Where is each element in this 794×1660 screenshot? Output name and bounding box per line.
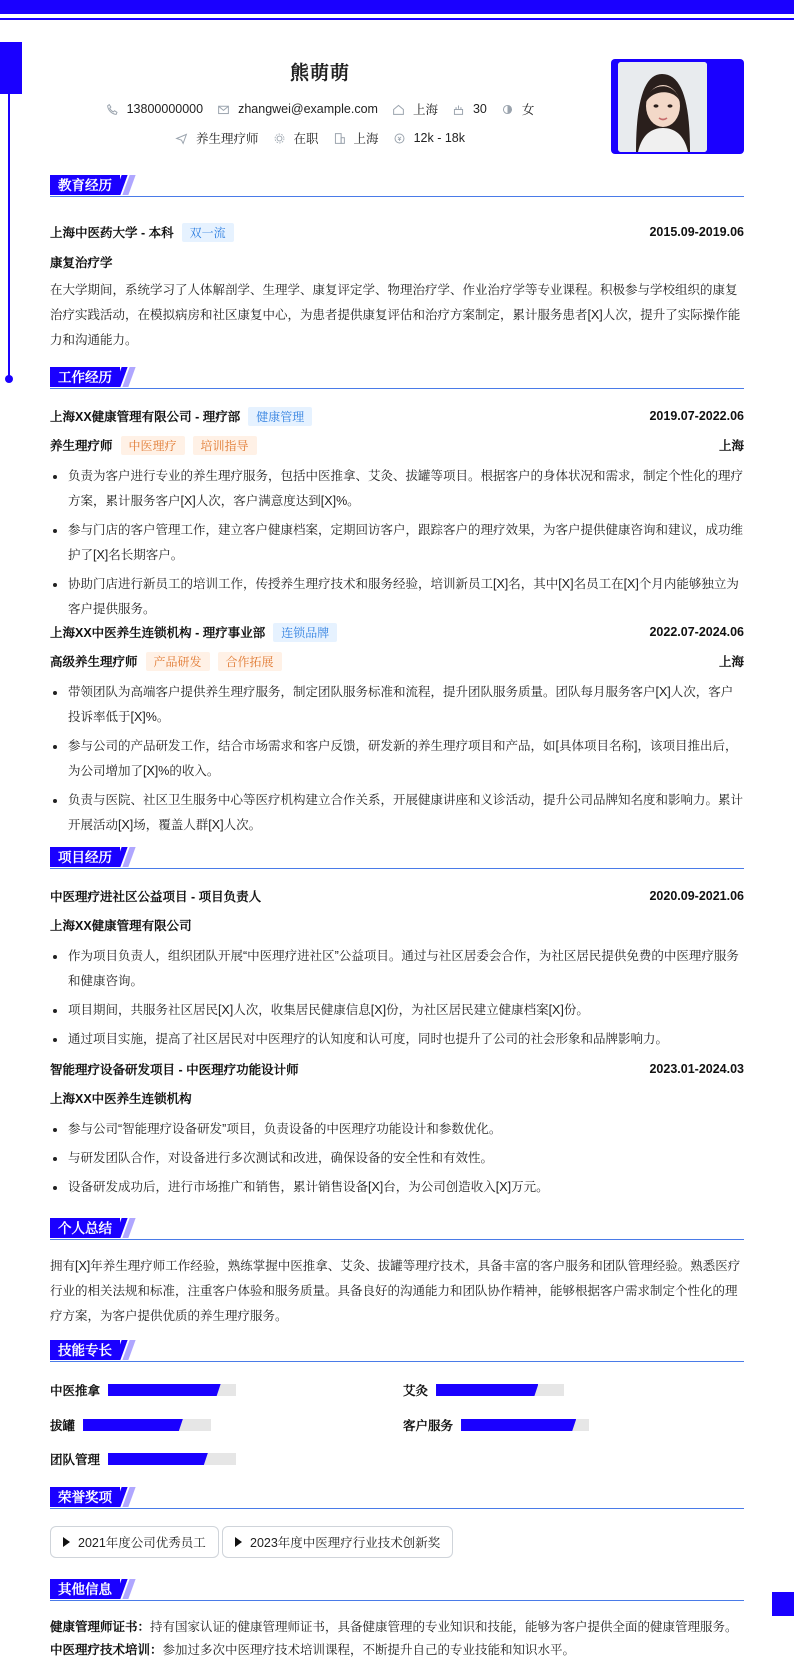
age-item [452,102,487,116]
resume-header [50,58,590,157]
skill-item [403,1415,589,1435]
section-rule [50,868,744,869]
section-other [50,1579,744,1601]
city-text: 上海 [412,103,438,117]
position-title: 高级养生理疗师 [50,655,138,669]
skill-tag: 产品研发 [146,652,210,671]
list-item: 参与门店的客户管理工作，建立客户健康档案，定期回访客户，跟踪客户的理疗效果，为客户提供健康咨询和建议，成功维护了[X]名长期客户。 [50,518,744,568]
job-title-item [175,129,259,147]
building-icon [333,132,346,145]
work-city-text: 上海 [353,132,379,146]
skill-name: 中医推拿 [50,1384,101,1398]
left-accent-dot [5,375,13,383]
money-icon [393,132,406,145]
project-org: 上海XX健康管理有限公司 [50,919,192,933]
section-title: 其他信息 [50,1579,120,1599]
project-title: 智能理疗设备研发项目 - 中医理疗功能设计师 [50,1063,299,1077]
list-item: 项目期间，共服务社区居民[X]人次，收集居民健康信息[X]份，为社区居民建立健康档案[X]份。 [50,998,744,1023]
skill-item [50,1380,236,1400]
list-item: 作为项目负责人，组织团队开展“中医理疗进社区”公益项目。通过与社区居委会合作，为社区居民提供免费的中医理疗服务和健康咨询。 [50,944,744,994]
skill-bar-track [108,1453,236,1465]
other-item [50,1617,744,1637]
work-2-position-row [50,651,744,671]
skill-bar-track [436,1384,564,1396]
top-accent-bar [0,0,794,14]
skill-bar-track [461,1419,589,1431]
project-title: 中医理疗进社区公益项目 - 项目负责人 [50,890,262,904]
work-city-item [333,129,379,147]
gender-icon [501,103,514,116]
profile-photo [618,62,707,152]
skill-item [50,1415,211,1435]
other-text: 持有国家认证的健康管理师证书，具备健康管理的专业知识和技能，能够为客户提供全面的健康管理服务。 [150,1620,738,1634]
section-rule [50,1239,744,1240]
section-title: 项目经历 [50,847,120,867]
skill-name: 拔罐 [50,1419,76,1433]
triangle-icon [63,1537,70,1547]
project-1-bullets [50,944,744,1056]
education-header-row [50,222,744,242]
right-accent-tab [772,1592,794,1616]
age-text: 30 [472,102,487,116]
section-title: 教育经历 [50,175,120,195]
summary-text: 拥有[X]年养生理疗师工作经验，熟练掌握中医推拿、艾灸、拔罐等理疗技术，具备丰富的客户服务和团队管理经验。熟悉医疗行业的相关法规和标准，注重客户体验和服务质量。具备良好的沟通能力和团队协作精神，能够根据客户需求制定个性化的理疗方案，为客户提供优质的养生理疗服务。 [50,1259,741,1323]
section-title: 荣誉奖项 [50,1487,120,1507]
skill-bar-fill [461,1419,576,1431]
project-2-org-row [50,1088,744,1108]
list-item: 参与公司的产品研发工作，结合市场需求和客户反馈，研发新的养生理疗项目和产品，如[具体项目名称]，该项目推出后，为公司增加了[X]%的收入。 [50,734,744,784]
skill-bar-fill [436,1384,538,1396]
city-item [392,100,438,118]
list-item: 负责为客户进行专业的养生理疗服务，包括中医推拿、艾灸、拔罐等项目。根据客户的身体状况和需求，制定个性化的理疗方案，累计服务客户[X]人次，客户满意度达到[X]%。 [50,464,744,514]
work-2-header-row [50,622,744,642]
work-1-position-row [50,435,744,455]
list-item: 与研发团队合作，对设备进行多次测试和改进，确保设备的安全性和有效性。 [50,1146,744,1171]
section-rule [50,1361,744,1362]
section-projects [50,847,744,869]
phone-item [106,102,203,116]
email-text: zhangwei@example.com [238,102,378,116]
contact-row [50,99,590,119]
work-1-bullets [50,464,744,626]
gender-text: 女 [521,103,535,117]
section-title: 工作经历 [50,367,120,387]
phone-text: 13800000000 [126,102,204,116]
phone-icon [106,103,119,116]
award-chip [222,1526,453,1558]
company-tag: 连锁品牌 [273,623,337,642]
work-period: 2019.07-2022.06 [649,409,744,423]
other-item [50,1640,744,1660]
job-intent-row [50,128,590,148]
send-icon [175,132,188,145]
skill-name: 艾灸 [403,1384,429,1398]
award-text: 2023年度中医理疗行业技术创新奖 [250,1536,441,1550]
section-summary [50,1218,744,1240]
list-item: 协助门店进行新员工的培训工作，传授养生理疗技术和服务经验，培训新员工[X]名，其中[X]名员工在[X]个月内能够独立为客户提供服务。 [50,572,744,622]
other-label: 中医理疗技术培训： [50,1643,163,1657]
section-awards [50,1487,744,1509]
award-chip [50,1526,219,1558]
school-tag: 双一流 [182,223,234,242]
list-item: 参与公司“智能理疗设备研发”项目，负责设备的中医理疗功能设计和参数优化。 [50,1117,744,1142]
project-2-bullets [50,1117,744,1204]
company-tag: 健康管理 [248,407,312,426]
skill-item [403,1380,564,1400]
status-text: 在职 [293,132,319,146]
mail-icon [217,103,230,116]
position-title: 养生理疗师 [50,439,113,453]
project-org: 上海XX中医养生连锁机构 [50,1092,192,1106]
gender-item [501,100,535,118]
left-accent-line [8,94,10,376]
gear-icon [273,132,286,145]
section-rule [50,196,744,197]
project-1-org-row [50,915,744,935]
other-label: 健康管理师证书： [50,1620,151,1634]
award-text: 2021年度公司优秀员工 [78,1536,206,1550]
project-period: 2023.01-2024.03 [649,1062,744,1076]
major-name: 康复治疗学 [50,256,113,270]
section-rule [50,388,744,389]
section-rule [50,1508,744,1509]
list-item: 设备研发成功后，进行市场推广和销售，累计销售设备[X]台，为公司创造收入[X]万元。 [50,1175,744,1200]
salary-item [393,131,465,145]
skill-item [50,1449,236,1469]
education-major-row [50,252,744,272]
cake-icon [452,103,465,116]
skill-bar-fill [108,1453,208,1465]
education-description: 在大学期间，系统学习了人体解剖学、生理学、康复评定学、物理治疗学、作业治疗学等专业课程。积极参与学校组织的康复治疗实践活动，在模拟病房和社区康复中心，为患者提供康复评估和治疗方案制定，累计服务患者[X]人次，提升了实际操作能力和沟通能力。 [50,283,741,347]
skill-bar-track [83,1419,211,1431]
candidate-name: 熊萌萌 [289,63,350,84]
skill-tag: 中医理疗 [121,436,185,455]
list-item: 带领团队为高端客户提供养生理疗服务，制定团队服务标准和流程，提升团队服务质量。团队每月服务客户[X]人次，客户投诉率低于[X]%。 [50,680,744,730]
skill-name: 客户服务 [403,1419,454,1433]
company-name: 上海XX中医养生连锁机构 - 理疗事业部 [50,626,266,640]
section-title: 个人总结 [50,1218,120,1238]
other-text: 参加过多次中医理疗技术培训课程，不断提升自己的专业技能和知识水平。 [162,1643,576,1657]
email-item [217,102,378,116]
skill-name: 团队管理 [50,1453,101,1467]
skill-bar-fill [83,1419,183,1431]
status-item [273,129,319,147]
triangle-icon [235,1537,242,1547]
list-item: 负责与医院、社区卫生服务中心等医疗机构建立合作关系，开展健康讲座和义诊活动，提升公司品牌知名度和影响力。累计开展活动[X]场，覆盖人群[X]人次。 [50,788,744,838]
work-2-bullets [50,680,744,842]
list-item: 通过项目实施，提高了社区居民对中医理疗的认知度和认可度，同时也提升了公司的社会形象和品牌影响力。 [50,1027,744,1052]
home-icon [392,103,405,116]
portrait-illustration [618,62,707,152]
left-accent-tab [0,42,22,94]
section-education [50,175,744,197]
work-location: 上海 [718,655,744,669]
section-work [50,367,744,389]
education-period: 2015.09-2019.06 [649,225,744,239]
skill-bar-track [108,1384,236,1396]
project-1-header-row [50,886,744,906]
school-name: 上海中医药大学 - 本科 [50,226,174,240]
project-2-header-row [50,1059,744,1079]
job-title-text: 养生理疗师 [196,132,259,146]
project-period: 2020.09-2021.06 [649,889,744,903]
skill-tag: 培训指导 [193,436,257,455]
work-1-header-row [50,406,744,426]
salary-text: 12k - 18k [413,131,465,145]
company-name: 上海XX健康管理有限公司 - 理疗部 [50,410,241,424]
work-period: 2022.07-2024.06 [649,625,744,639]
section-rule [50,1600,744,1601]
skill-bar-fill [108,1384,221,1396]
top-accent-line [0,18,794,20]
work-location: 上海 [718,439,744,453]
section-skills [50,1340,744,1362]
skill-tag: 合作拓展 [218,652,282,671]
section-title: 技能专长 [50,1340,120,1360]
